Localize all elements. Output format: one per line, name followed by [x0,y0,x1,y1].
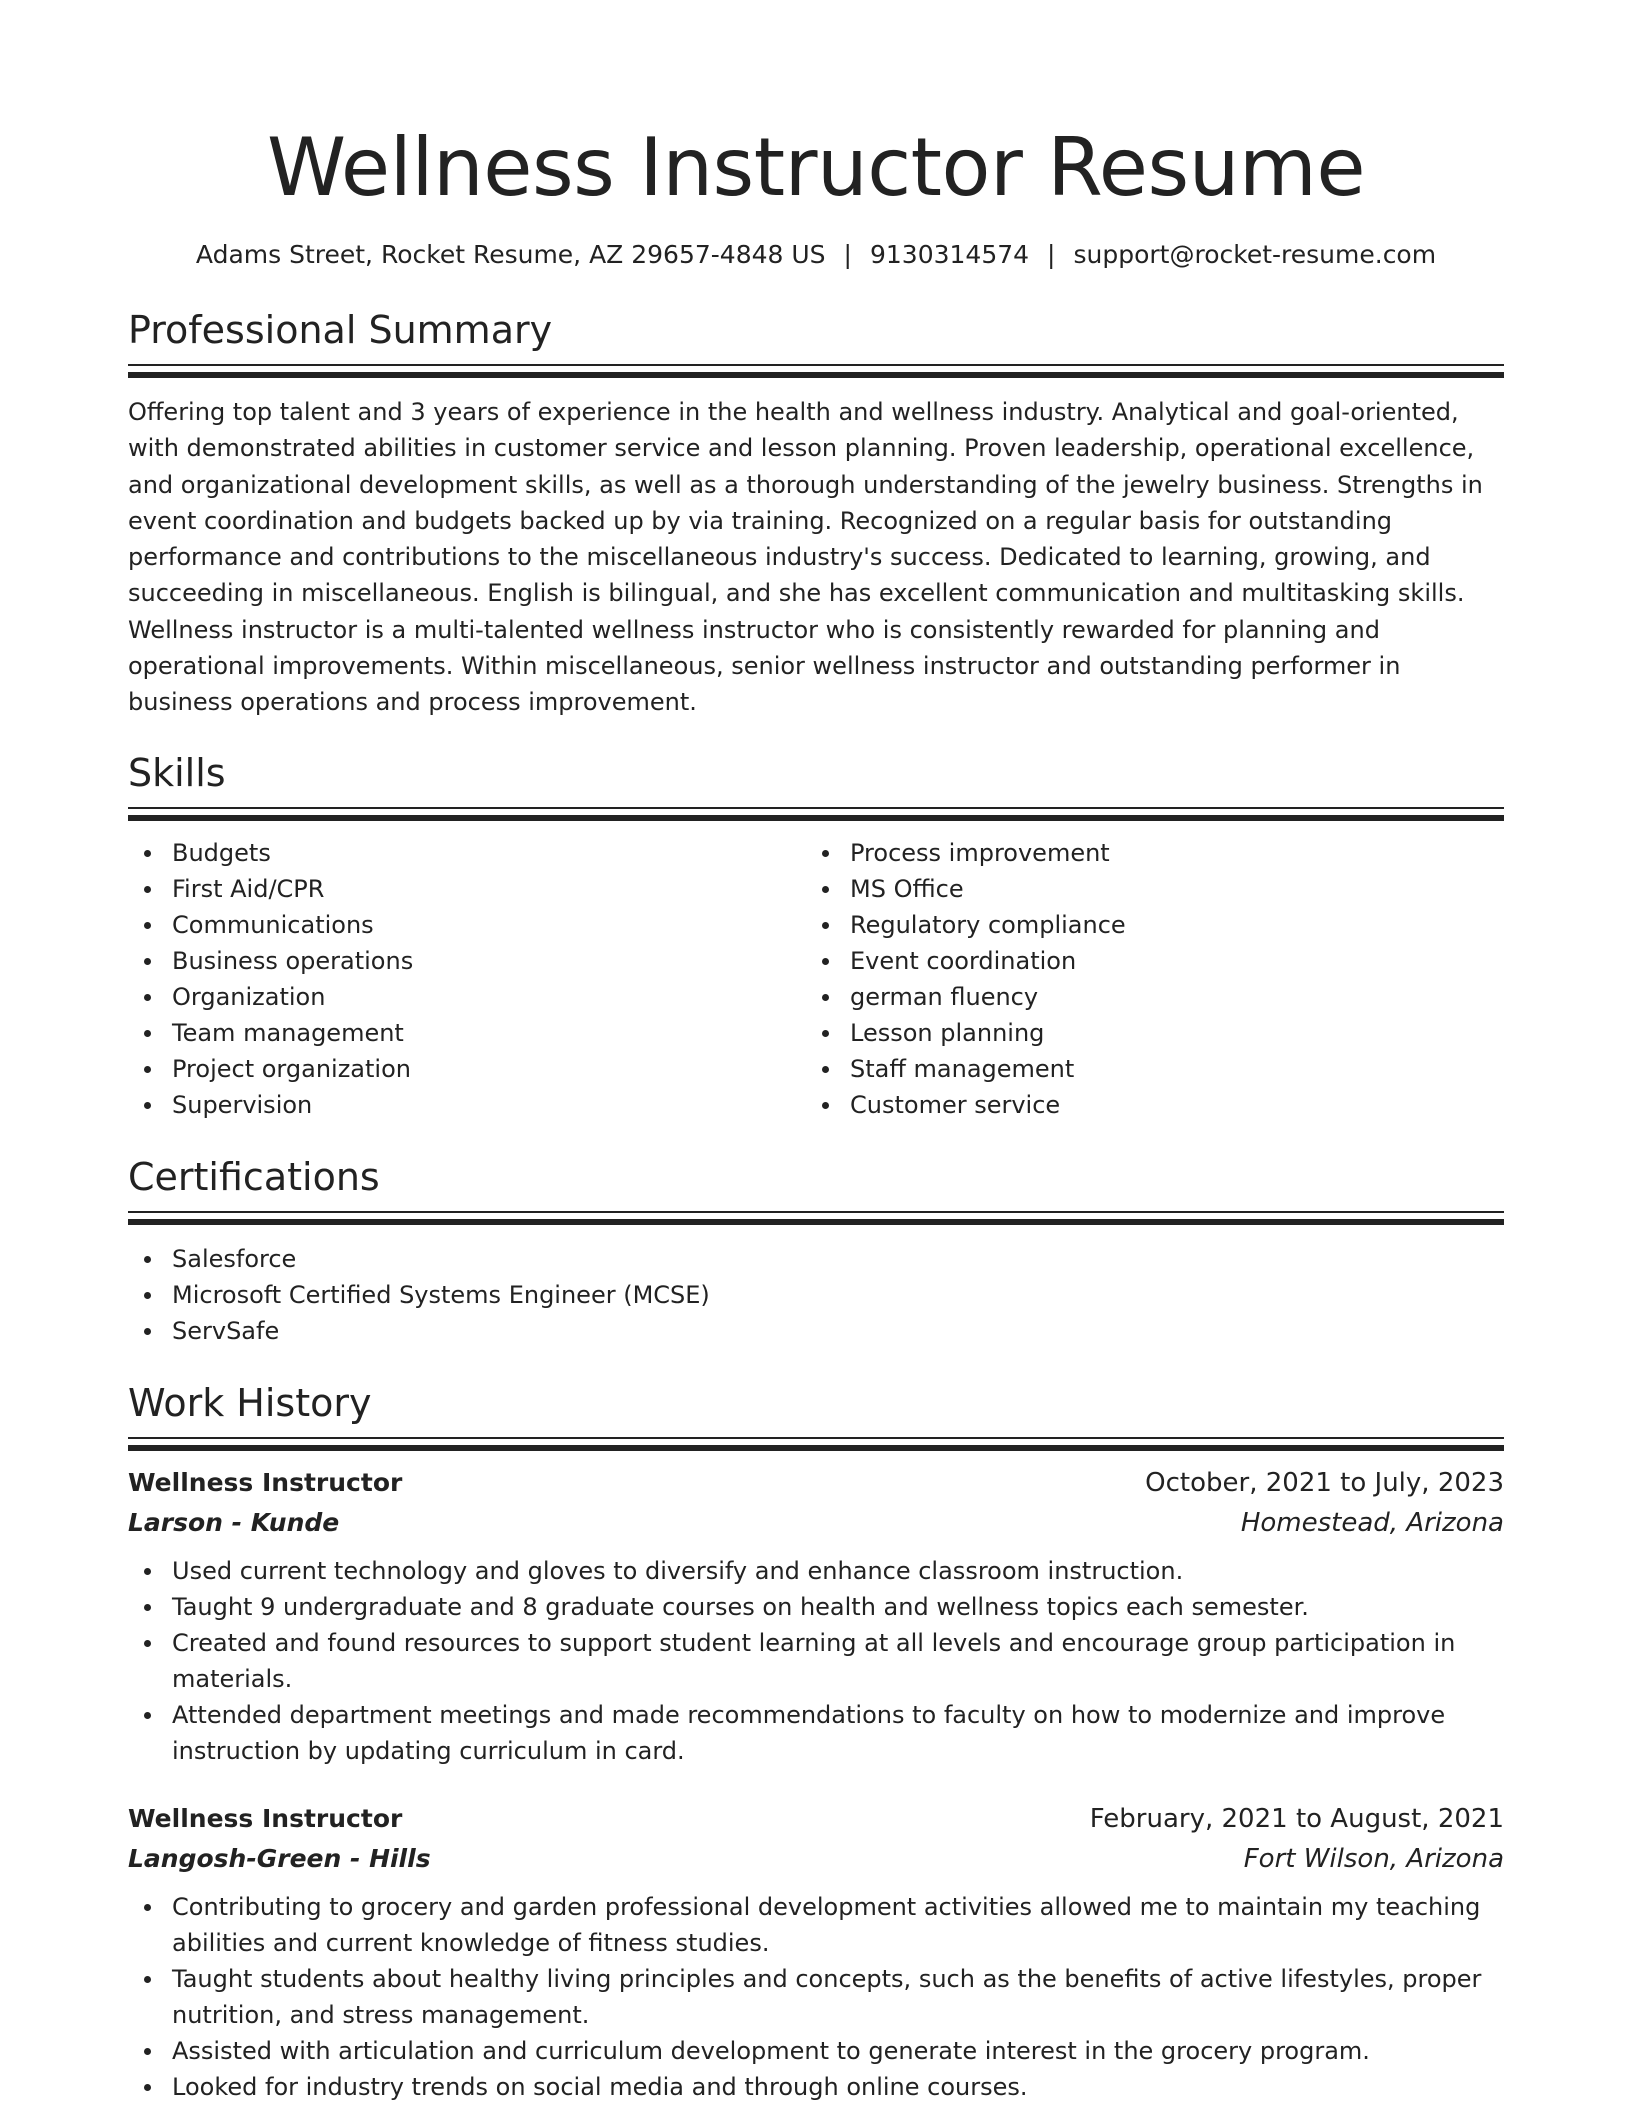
section-divider [128,364,1504,378]
job-dates: October, 2021 to July, 2023 [1145,1467,1504,1498]
skill-item: Event coordination [806,943,1484,979]
skill-item: Budgets [128,835,806,871]
skill-item: german fluency [806,979,1484,1015]
job-company: Larson - Kunde [128,1507,340,1537]
resume-title: Wellness Instructor Resume [266,121,1366,214]
job-bullet: Taught students about healthy living principles and concepts, such as the benefits of active lifestyles, proper nutrition, and stress management. [128,1961,1504,2033]
work-history-heading: Work History [128,1380,372,1425]
skill-item: Regulatory compliance [806,907,1484,943]
job-location: Homestead, Arizona [1240,1507,1504,1538]
contact-email[interactable]: support@rocket-resume.com [1073,240,1437,269]
skill-item: First Aid/CPR [128,871,806,907]
job-bullet: Assisted with articulation and curriculum development to generate interest in the grocery program. [128,2033,1504,2069]
certifications-heading: Certifications [128,1154,380,1199]
skill-item: Process improvement [806,835,1484,871]
section-divider [128,1211,1504,1225]
skill-item: Business operations [128,943,806,979]
job-entry [128,1799,1504,2105]
skills-list-left [128,835,806,1123]
job-company-row [128,1503,1504,1543]
contact-phone: 9130314574 [869,240,1030,269]
skill-item: Supervision [128,1087,806,1123]
summary-text: Offering top talent and 3 years of experience in the health and wellness industry. Analytical and goal-oriented, with demonstrated abilities in customer service and lesson planning. Proven leadership, operational excellence, and organizational development skills, as well as a thorough understanding of the jewelry business. Strengths in event coordination and budgets backed up by via training. Recognized on a regular basis for outstanding performance and contributions to the miscellaneous industry's success. Dedicated to learning, growing, and succeeding in miscellaneous. English is bilingual, and she has excellent communication and multitasking skills. Wellness instructor is a multi-talented wellness instructor who is consistently rewarded for planning and operational improvements. Within miscellaneous, senior wellness instructor and outstanding performer in business operations and process improvement. [128,398,1483,717]
skill-item: Team management [128,1015,806,1051]
skills-list-right [806,835,1484,1123]
skills-columns [128,835,1504,1123]
job-bullet: Looked for industry trends on social media and through online courses. [128,2069,1504,2105]
certification-item: Salesforce [128,1241,1504,1277]
skill-item: Organization [128,979,806,1015]
job-title: Wellness Instructor [128,1803,403,1833]
job-entry [128,1463,1504,1769]
skill-item: Lesson planning [806,1015,1484,1051]
job-company-row [128,1839,1504,1879]
work-history-section [128,1379,1504,2105]
skill-item: MS Office [806,871,1484,907]
summary-section [128,306,1504,721]
contact-address: Adams Street, Rocket Resume, AZ 29657-4848 US [195,240,826,269]
section-divider [128,807,1504,821]
skills-section [128,749,1504,1123]
skill-item: Communications [128,907,806,943]
job-location: Fort Wilson, Arizona [1243,1843,1504,1874]
job-dates: February, 2021 to August, 2021 [1089,1803,1504,1834]
job-title: Wellness Instructor [128,1467,403,1497]
summary-heading: Professional Summary [128,308,553,352]
job-bullet: Attended department meetings and made recommendations to faculty on how to modernize and improve instruction by updating curriculum in card. [128,1697,1504,1769]
section-divider [128,1437,1504,1451]
job-bullet-list [128,1553,1504,1769]
job-header-row [128,1463,1504,1503]
job-company: Langosh-Green - Hills [128,1843,431,1873]
certification-item: ServSafe [128,1313,1504,1349]
skill-item: Project organization [128,1051,806,1087]
job-bullet: Created and found resources to support student learning at all levels and encourage group participation in materials. [128,1625,1504,1697]
resume-page [128,0,1504,2105]
skills-heading: Skills [128,750,226,795]
skill-item: Staff management [806,1051,1484,1087]
job-bullet: Used current technology and gloves to diversify and enhance classroom instruction. [128,1553,1504,1589]
contact-separator: | [1047,240,1056,269]
contact-line [128,238,1504,272]
certification-item: Microsoft Certified Systems Engineer (MCSE) [128,1277,1504,1313]
job-bullet-list [128,1889,1504,2105]
certifications-list [128,1241,1504,1349]
contact-separator: | [843,240,852,269]
job-header-row [128,1799,1504,1839]
certifications-section [128,1153,1504,1349]
job-bullet: Contributing to grocery and garden professional development activities allowed me to maintain my teaching abilities and current knowledge of fitness studies. [128,1889,1504,1961]
skill-item: Customer service [806,1087,1484,1123]
job-bullet: Taught 9 undergraduate and 8 graduate courses on health and wellness topics each semester. [128,1589,1504,1625]
